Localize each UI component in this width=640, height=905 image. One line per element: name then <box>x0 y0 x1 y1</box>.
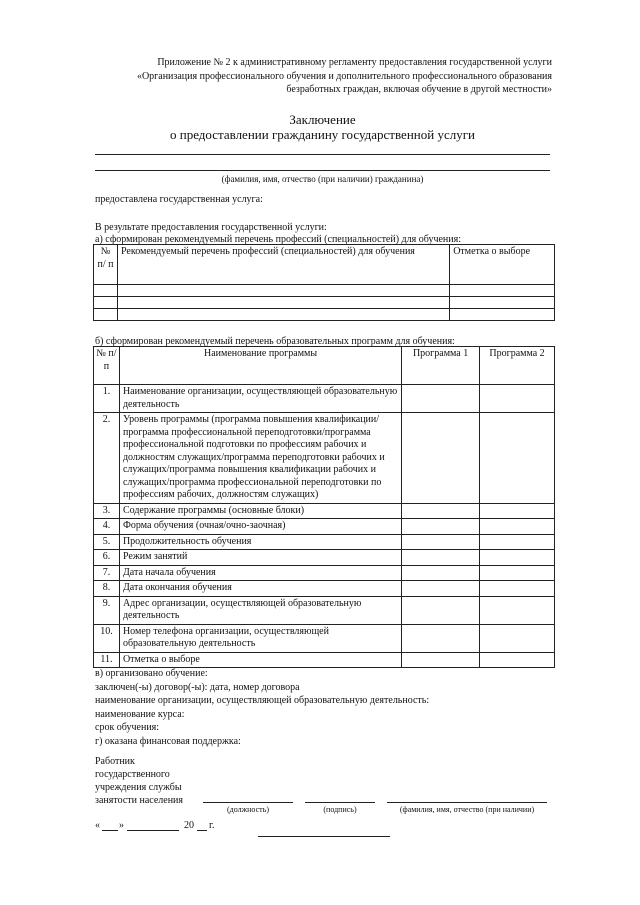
col-header-professions: Рекомендуемый перечень профессий (специальностей) для обучения <box>117 245 449 285</box>
table-row[interactable] <box>94 285 555 297</box>
program-1-cell[interactable] <box>402 581 480 597</box>
section-v-line: г) оказана финансовая поддержка: <box>95 735 241 747</box>
row-number: 5. <box>94 534 120 550</box>
section-v-line: заключен(-ы) договор(-ы): дата, номер договора <box>95 681 300 693</box>
document-header <box>100 56 552 97</box>
program-1-cell[interactable] <box>402 550 480 566</box>
row-label: Содержание программы (основные блоки) <box>119 503 401 519</box>
row-number: 2. <box>94 413 120 504</box>
program-2-cell[interactable] <box>480 624 555 652</box>
section-a-label: а) сформирован рекомендуемый перечень профессий (специальностей) для обучения: <box>95 234 461 245</box>
signature-line[interactable] <box>305 802 375 803</box>
position-caption: (должность) <box>227 805 269 814</box>
program-1-cell[interactable] <box>402 534 480 550</box>
signature-caption: (подпись) <box>323 805 357 814</box>
program-2-cell[interactable] <box>480 534 555 550</box>
section-v-line: наименование организации, осуществляющей образовательную деятельность: <box>95 695 430 706</box>
row-number: 1. <box>94 385 120 413</box>
header-line: Приложение № 2 к административному регламенту предоставления государственной услуги <box>157 57 552 68</box>
date-quote-open: « <box>95 820 100 831</box>
name-line[interactable] <box>387 802 547 803</box>
row-number: 11. <box>94 652 120 668</box>
program-1-cell[interactable] <box>402 385 480 413</box>
program-1-cell[interactable] <box>402 413 480 504</box>
table-row <box>94 534 555 550</box>
col-header-number: № п/ п <box>94 245 118 285</box>
date-year-prefix: 20 <box>184 820 194 831</box>
name-caption: (фамилия, имя, отчество (при наличии) <box>399 805 535 814</box>
date-month-line[interactable] <box>127 830 179 831</box>
col-header-program-name: Наименование программы <box>119 347 401 385</box>
name-line-1[interactable] <box>95 154 550 155</box>
date-year-line[interactable] <box>197 830 207 831</box>
table-row <box>94 550 555 566</box>
document-subtitle: о предоставлении гражданину государственной услуги <box>169 127 475 142</box>
program-1-cell[interactable] <box>402 596 480 624</box>
row-label: Дата начала обучения <box>119 565 401 581</box>
name-line-2[interactable] <box>95 170 550 171</box>
date-year-suffix: г. <box>209 820 215 831</box>
row-label: Адрес организации, осуществляющей образовательную деятельность <box>119 596 401 624</box>
program-1-cell[interactable] <box>402 624 480 652</box>
name-caption: (фамилия, имя, отчество (при наличии) гражданина) <box>221 174 424 184</box>
row-label: Уровень программы (программа повышения квалификации/программа профессиональной переподготовки/программа профессиональной подготовки по профессиям рабочих и должностям служащих/программа переподготовки рабочих и служащих/программа повышения квалификации рабочих и служащих/программа профессиональной переподготовки по профессиям рабочих, должностям служащих) <box>119 413 401 504</box>
row-number: 10. <box>94 624 120 652</box>
table-row[interactable] <box>94 297 555 309</box>
row-label: Отметка о выборе <box>119 652 401 668</box>
row-label: Дата окончания обучения <box>119 581 401 597</box>
position-line[interactable] <box>203 802 293 803</box>
table-header-row <box>94 245 555 285</box>
program-2-cell[interactable] <box>480 581 555 597</box>
program-2-cell[interactable] <box>480 503 555 519</box>
programs-table <box>93 346 555 668</box>
section-v-line: наименование курса: <box>95 708 185 720</box>
row-number: 6. <box>94 550 120 566</box>
col-header-choice: Отметка о выборе <box>450 245 555 285</box>
program-2-cell[interactable] <box>480 565 555 581</box>
program-1-cell[interactable] <box>402 503 480 519</box>
table-row[interactable] <box>94 309 555 321</box>
row-number: 8. <box>94 581 120 597</box>
row-label: Продолжительность обучения <box>119 534 401 550</box>
header-line: «Организация профессионального обучения и дополнительного профессионального образования <box>136 70 552 82</box>
program-2-cell[interactable] <box>480 550 555 566</box>
table-row <box>94 503 555 519</box>
date-day-line[interactable] <box>102 830 118 831</box>
program-2-cell[interactable] <box>480 385 555 413</box>
section-v-line: в) организовано обучение: <box>95 668 208 679</box>
row-label: Форма обучения (очная/очно-заочная) <box>119 519 401 535</box>
row-label: Наименование организации, осуществляющей образовательную деятельность <box>119 385 401 413</box>
table-header-row <box>94 347 555 385</box>
document-title: Заключение <box>289 112 356 127</box>
program-2-cell[interactable] <box>480 652 555 668</box>
section-v-line: срок обучения: <box>95 722 160 733</box>
table-row <box>94 624 555 652</box>
bottom-line[interactable] <box>258 836 390 837</box>
program-1-cell[interactable] <box>402 519 480 535</box>
program-2-cell[interactable] <box>480 519 555 535</box>
col-header-program-2: Программа 2 <box>480 347 555 385</box>
table-row <box>94 581 555 597</box>
program-2-cell[interactable] <box>480 413 555 504</box>
row-number: 4. <box>94 519 120 535</box>
program-1-cell[interactable] <box>402 565 480 581</box>
col-header-program-1: Программа 1 <box>402 347 480 385</box>
row-number: 7. <box>94 565 120 581</box>
worker-label: Работник государственного учреждения службы занятости населения <box>95 756 184 806</box>
table-row <box>94 565 555 581</box>
row-label: Номер телефона организации, осуществляющей образовательную деятельность <box>119 624 401 652</box>
table-row <box>94 413 555 504</box>
table-row <box>94 519 555 535</box>
table-row <box>94 596 555 624</box>
service-provided-label: предоставлена государственная услуга: <box>95 194 263 205</box>
table-row <box>94 385 555 413</box>
section-b-label: б) сформирован рекомендуемый перечень образовательных программ для обучения: <box>95 336 455 347</box>
program-2-cell[interactable] <box>480 596 555 624</box>
date-quote-close: » <box>119 820 124 831</box>
row-label: Режим занятий <box>119 550 401 566</box>
table-row <box>94 652 555 668</box>
program-1-cell[interactable] <box>402 652 480 668</box>
row-number: 3. <box>94 503 120 519</box>
section-v <box>95 667 429 748</box>
col-header-number: № п/ п <box>94 347 120 385</box>
row-number: 9. <box>94 596 120 624</box>
professions-table <box>93 244 555 321</box>
result-intro: В результате предоставления государственной услуги: <box>95 222 327 233</box>
header-line: безработных граждан, включая обучение в другой местности» <box>286 84 552 95</box>
